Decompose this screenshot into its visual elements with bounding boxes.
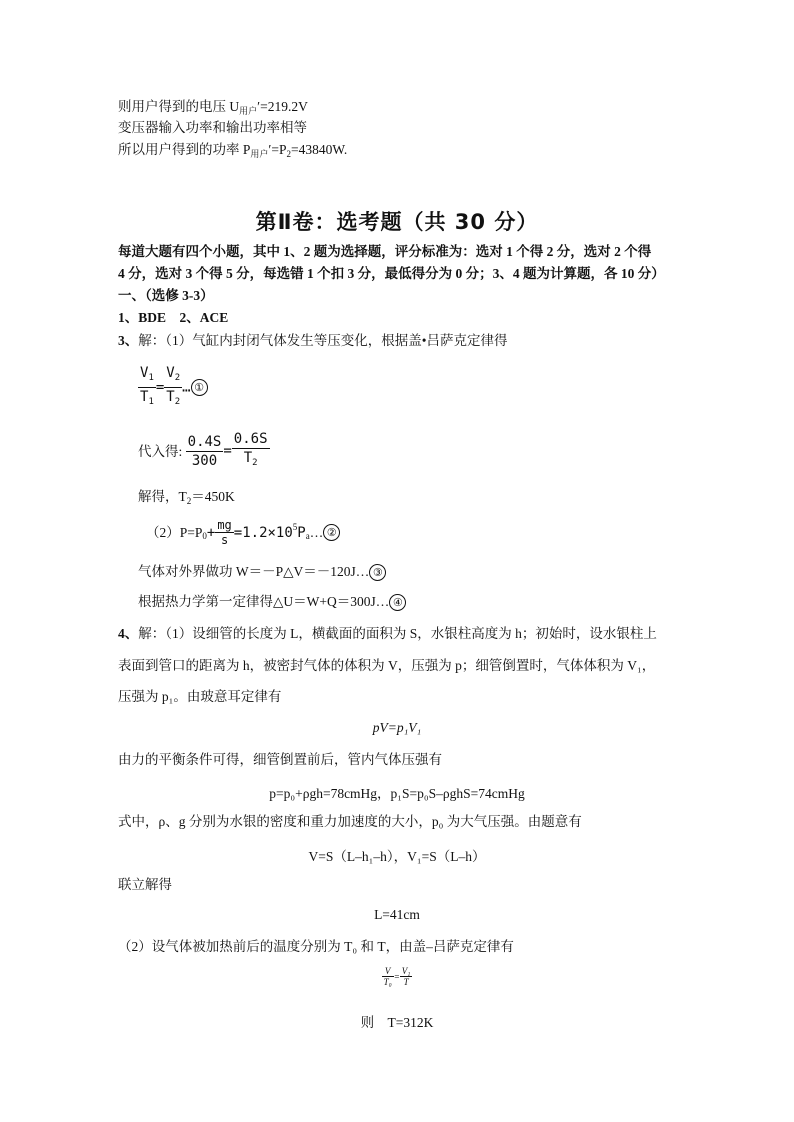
solve-subscript: 2 (186, 496, 192, 506)
t2-subscript: 2 (174, 397, 181, 407)
power-value: =43840W. (290, 142, 348, 157)
ellipsis-2: … (309, 524, 324, 540)
q4-line-4: 由力的平衡条件可得，细管倒置前后，管内气体压强有 (118, 752, 442, 767)
solve-value: ＝450K (191, 489, 235, 504)
q4-intro: 解：（1）设细管的长度为 L，横截面的面积为 S，水银柱高度为 h；初始时，设水银柱上 (138, 626, 657, 641)
circled-number-2: ② (323, 524, 340, 541)
q3-intro: 解：（1）气缸内封闭气体发生等压变化，根据盖•吕萨克定律得 (138, 333, 508, 348)
q3-heading (118, 332, 507, 350)
section-title: 第Ⅱ卷：选考题（共 30 分） (255, 210, 539, 234)
power-subscript: 用户 (250, 149, 269, 159)
t1-subscript: 1 (148, 397, 154, 407)
q4-number: 4、 (118, 626, 139, 641)
substitution-line (138, 430, 270, 472)
scoring-rule-line-1: 每道大题有四个小题，其中 1、2 题为选择题，评分标准为：选对 1 个得 2 分，选对 2 个得 (118, 244, 652, 259)
pressure-unit: P (297, 524, 306, 541)
solve-t2-line (138, 488, 235, 510)
t0-denominator: T₀ (383, 977, 392, 987)
voltage-line (118, 98, 308, 120)
v2-symbol: V (166, 365, 175, 381)
q4-line-6: 联立解得 (118, 877, 172, 892)
scoring-rule-line-2: 4 分，选对 3 个得 5 分，每选错 1 个扣 3 分，最低得分为 0 分；3、4 题为计算题，各 10 分） (118, 266, 665, 281)
boyle-equation: pV=p₁V₁ (372, 720, 422, 735)
t-denominator: T (403, 977, 409, 987)
equals-sign-2: = (223, 443, 232, 459)
equals-sign: = (155, 379, 165, 396)
v2-subscript: 2 (174, 373, 181, 383)
pressure-line (146, 518, 340, 547)
fraction-mg-s (215, 518, 233, 547)
circled-number-1: ① (191, 379, 208, 396)
power-line (118, 141, 347, 163)
v1-subscript: 1 (148, 373, 154, 383)
t1-symbol: T (140, 389, 149, 405)
v-numerator: V (382, 966, 394, 977)
first-law-line (138, 593, 406, 611)
q4-line-3: 压强为 p₁。由玻意耳定律有 (118, 689, 282, 704)
substitution-label: 代入得: (138, 443, 183, 459)
fraction-06s-t2 (232, 430, 270, 472)
circled-number-3: ③ (369, 564, 386, 581)
exponent-5: 5 (292, 522, 298, 532)
work-text: 气体对外界做功 W＝－P△V＝－120J… (138, 564, 370, 579)
temperature-result: 则 T=312K (360, 1015, 434, 1030)
pressure-unit-subscript: a (305, 531, 310, 541)
numerator-06s: 0.6S (233, 431, 268, 447)
length-result: L=41cm (374, 907, 420, 922)
pressure-value: =1.2×10 (233, 524, 293, 541)
numerator-04s: 0.4S (187, 433, 222, 450)
mg-numerator: mg (217, 518, 232, 533)
pressure-equations: p=p₀+ρgh=78cmHg，p₁S=p₀S–ρghS=74cmHg (269, 786, 525, 801)
first-law-text: 根据热力学第一定律得△U＝W+Q＝300J… (138, 594, 390, 609)
t2-symbol: T (166, 389, 175, 405)
ellipsis: … (182, 379, 191, 396)
equals-sign-3: = (393, 971, 400, 982)
plus-sign: + (206, 524, 216, 541)
solve-text: 解得，T (138, 489, 187, 504)
part-heading: 一、（选修 3-3） (118, 288, 214, 303)
voltage-text: 则用户得到的电压 U (118, 99, 240, 114)
v1-symbol: V (140, 365, 149, 381)
fraction-v1-t (400, 966, 413, 987)
q4-line-1 (118, 625, 657, 643)
fraction-04s-300 (186, 433, 224, 470)
power-mid: ′=P (268, 142, 287, 157)
voltage-value: ′=219.2V (257, 99, 308, 114)
power-text: 所以用户得到的功率 P (118, 142, 251, 157)
answers-1-2: 1、BDE 2、ACE (118, 310, 229, 325)
fraction-v2-t2 (164, 364, 182, 411)
v1-numerator: V₁ (401, 966, 411, 976)
p0-subscript: 0 (202, 531, 207, 541)
q4-line-5: 式中，ρ、g 分别为水银的密度和重力加速度的大小，p₀ 为大气压强。由题意有 (118, 814, 582, 829)
circled-number-4: ④ (389, 594, 406, 611)
work-line (138, 563, 386, 581)
voltage-subscript: 用户 (239, 106, 258, 116)
formula-gay-lussac (138, 364, 208, 411)
t2-denominator-subscript: 2 (252, 458, 258, 468)
transformer-line: 变压器输入功率和输出功率相等 (118, 120, 307, 135)
q3-number: 3、 (118, 333, 139, 348)
volume-equations: V=S（L–h₁–h），V₁=S（L–h） (308, 849, 486, 864)
q4-line-2: 表面到管口的距离为 h，被密封气体的体积为 V，压强为 p；细管倒置时，气体体积为 V₁， (118, 658, 656, 673)
power-subscript-2: 2 (286, 149, 291, 159)
s-denominator: s (220, 533, 229, 548)
pressure-text: （2）P=P (146, 524, 203, 540)
q4-line-7: （2）设气体被加热前后的温度分别为 T₀ 和 T，由盖–吕萨克定律有 (118, 939, 514, 954)
fraction-v1-t1 (138, 364, 156, 411)
fraction-v-t0 (382, 966, 394, 987)
gay-lussac-small-formula (0, 966, 794, 987)
t2-denominator: T (243, 450, 253, 466)
denominator-300: 300 (191, 452, 218, 469)
